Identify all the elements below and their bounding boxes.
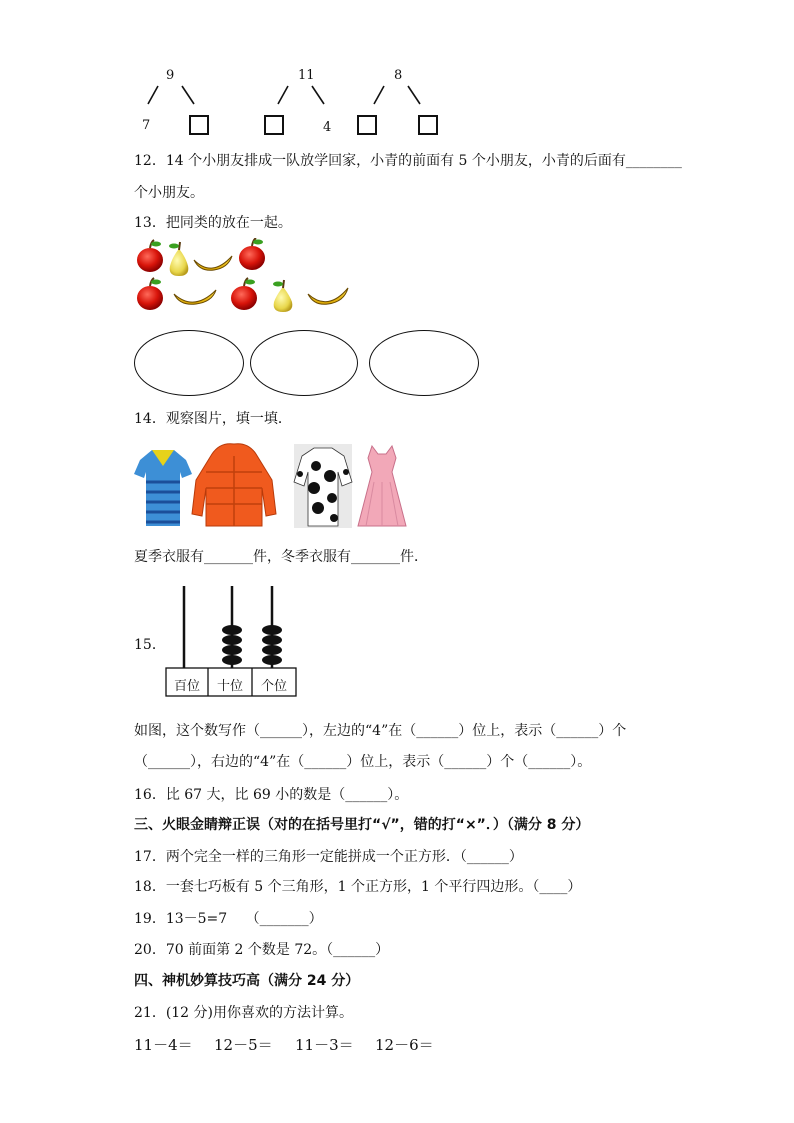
- decomp-branch-lines: [270, 82, 330, 108]
- question-13-text: 13．把同类的放在一起。: [134, 215, 292, 231]
- section-3-heading: 三、火眼金睛辩正误（对的在括号里打“√”，错的打“×”．）（满分 8 分）: [134, 817, 590, 833]
- question-19: 19．13－5=7 （_______）: [134, 911, 323, 927]
- question-21: 21．(12 分)用你喜欢的方法计算。: [134, 1005, 354, 1021]
- apple-icon: [137, 278, 163, 310]
- question-18: 18．一套七巧板有 5 个三角形，1 个正方形，1 个平行四边形。（____）: [134, 879, 582, 895]
- abacus-label-ones: 个位: [260, 679, 287, 694]
- calc-expression: 12－5＝: [214, 1036, 273, 1054]
- abacus-bead: [222, 655, 242, 665]
- sorting-oval[interactable]: [369, 330, 479, 396]
- banana-icon: [174, 290, 216, 304]
- decomp-right-number: 4: [323, 120, 332, 135]
- t-shirt-icon: [134, 446, 192, 528]
- calc-expression: 11－4＝: [134, 1036, 193, 1054]
- question-14-text: 14．观察图片，填一填．: [134, 411, 292, 427]
- abacus-label-hundreds: 百位: [173, 679, 200, 694]
- abacus-bead: [222, 635, 242, 645]
- question-15-number: 15．: [134, 637, 166, 653]
- calc-expression: 11－3＝: [295, 1036, 354, 1054]
- question-14-fill: 夏季衣服有_______件，冬季衣服有_______件．: [134, 549, 428, 565]
- question-16: 16．比 67 大，比 69 小的数是（______）。: [134, 787, 409, 803]
- question-12-line1: 12．14 个小朋友排成一队放学回家，小青的前面有 5 个小朋友，小青的后面有________: [134, 153, 682, 169]
- abacus-bead: [222, 625, 242, 635]
- abacus-bead: [262, 655, 282, 665]
- sorting-oval[interactable]: [134, 330, 244, 396]
- apple-icon: [137, 240, 163, 272]
- apple-icon: [239, 238, 265, 270]
- question-17: 17．两个完全一样的三角形一定能拼成一个正方形．（______）: [134, 849, 523, 865]
- pear-icon: [273, 280, 292, 312]
- decomp-top-number: 8: [394, 68, 403, 83]
- pear-icon: [169, 242, 188, 276]
- answer-box[interactable]: [418, 115, 438, 135]
- sorting-oval[interactable]: [250, 330, 358, 396]
- apple-icon: [231, 278, 257, 310]
- abacus-bead: [262, 645, 282, 655]
- answer-box[interactable]: [189, 115, 209, 135]
- section-4-heading: 四、神机妙算技巧高（满分 24 分）: [134, 973, 360, 989]
- decomp-top-number: 11: [298, 68, 315, 83]
- banana-icon: [308, 288, 348, 304]
- question-15-line1: 如图，这个数写作（______），左边的“4”在（______）位上，表示（______）个: [134, 723, 627, 739]
- decomp-left-number: 7: [142, 118, 151, 133]
- abacus-bead: [262, 635, 282, 645]
- decomp-branch-lines: [366, 82, 426, 108]
- answer-box[interactable]: [357, 115, 377, 135]
- abacus-bead: [222, 645, 242, 655]
- pink-dress-icon: [354, 442, 410, 528]
- down-jacket-icon: [192, 444, 276, 526]
- question-20: 20．70 前面第 2 个数是 72。（______）: [134, 942, 390, 958]
- fruit-picture: [134, 238, 374, 314]
- calc-expression: 12－6＝: [375, 1036, 434, 1054]
- abacus-label-tens: 十位: [216, 679, 243, 694]
- question-12-line2: 个小朋友。: [134, 185, 204, 201]
- decomp-top-number: 9: [166, 68, 175, 83]
- clothes-picture: [134, 442, 410, 530]
- banana-icon: [194, 256, 232, 270]
- patterned-blouse-icon: [294, 444, 352, 528]
- answer-box[interactable]: [264, 115, 284, 135]
- question-15-line2: （______），右边的“4”在（______）位上，表示（______）个（______）。: [134, 754, 592, 770]
- decomp-branch-lines: [140, 82, 200, 108]
- abacus-bead: [262, 625, 282, 635]
